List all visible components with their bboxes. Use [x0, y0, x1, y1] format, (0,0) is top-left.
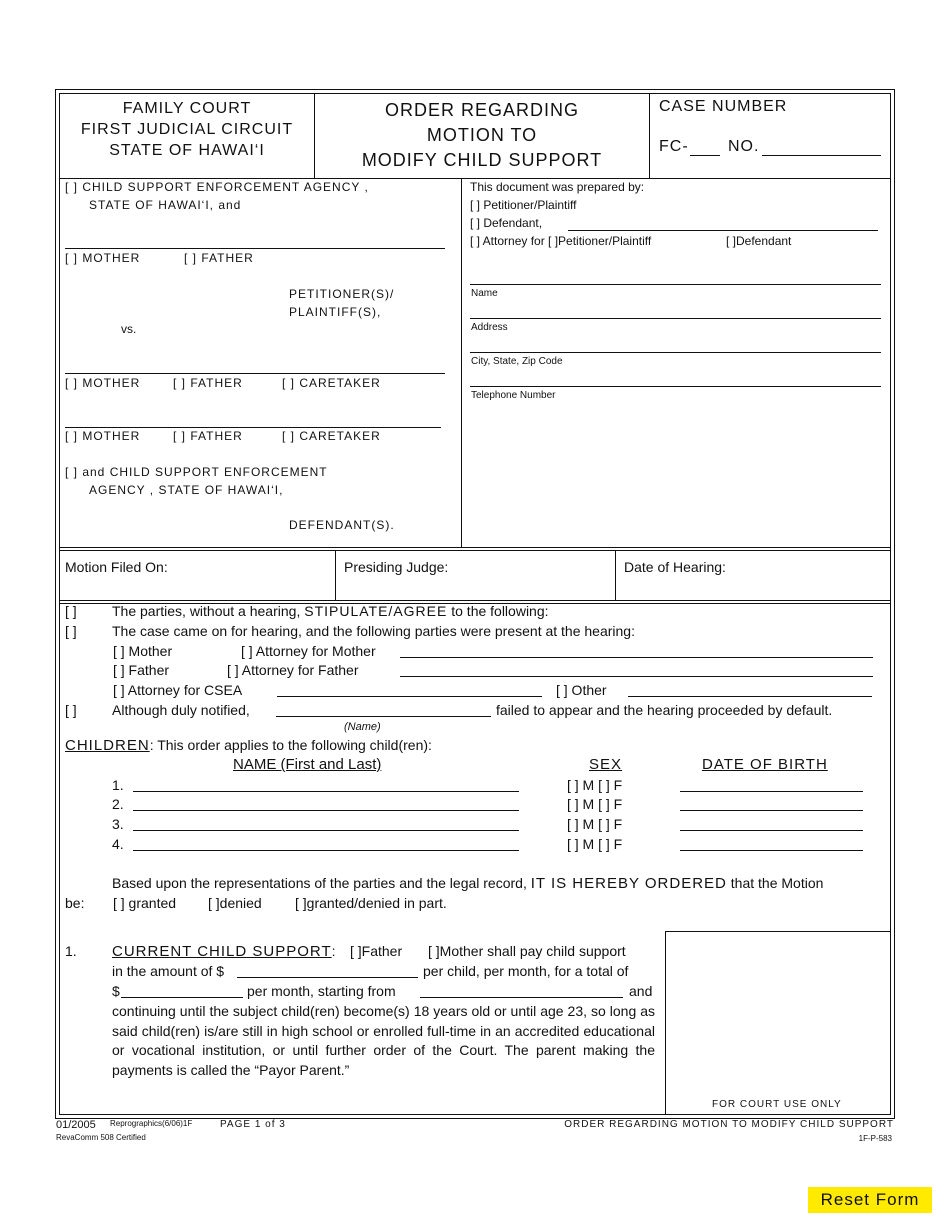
- other-checkbox[interactable]: [ ] Other: [556, 682, 607, 698]
- presiding-judge-label: Presiding Judge:: [344, 559, 449, 575]
- ordered-text: Based upon the representations of the parties and the legal record, IT IS HEREBY ORDERED that the Motion: [112, 875, 824, 892]
- other-field[interactable]: [628, 696, 872, 697]
- item-1-number: 1.: [65, 943, 77, 959]
- defendants-label: DEFENDANT(S).: [289, 518, 395, 532]
- child-name-field[interactable]: [133, 791, 519, 792]
- preparer-city-field[interactable]: [470, 352, 881, 353]
- attorney-mother-checkbox[interactable]: [ ] Attorney for Mother: [241, 643, 376, 659]
- prepared-by-title: This document was prepared by:: [470, 180, 645, 194]
- child-number: 2.: [112, 796, 124, 812]
- amount-post-text: per child, per month, for a total of: [423, 963, 629, 979]
- col-name-header: NAME (First and Last): [233, 756, 382, 773]
- petitioner-label-2: PLAINTIFF(S),: [289, 305, 382, 319]
- attorney-csea-checkbox[interactable]: [ ] Attorney for CSEA: [113, 682, 243, 698]
- footer-title: ORDER REGARDING MOTION TO MODIFY CHILD SUPPORT: [564, 1119, 894, 1130]
- child-dob-field[interactable]: [680, 850, 863, 851]
- petitioner-name-field[interactable]: [65, 248, 445, 249]
- child-sex-checkboxes[interactable]: [ ] M [ ] F: [567, 816, 623, 832]
- petitioner-father-checkbox[interactable]: [ ] FATHER: [184, 251, 254, 265]
- petitioner-label-1: PETITIONER(S)/: [289, 287, 395, 301]
- title-line-1: ORDER REGARDING: [384, 100, 579, 120]
- document-title: [315, 98, 649, 173]
- footer-reprographics: Reprographics(6/06)1F: [110, 1119, 193, 1128]
- col-dob-header: DATE OF BIRTH: [702, 756, 828, 773]
- csea-checkbox-line[interactable]: [ ] CHILD SUPPORT ENFORCEMENT AGENCY ,: [65, 180, 369, 194]
- child-number: 1.: [112, 777, 124, 793]
- attorney-csea-field[interactable]: [277, 696, 542, 697]
- stipulate-text: The parties, without a hearing, STIPULATE/AGREE to the following:: [112, 603, 549, 619]
- prepared-attorney-defendant-checkbox[interactable]: [ ]Defendant: [726, 234, 792, 248]
- fc-label: FC-: [659, 138, 689, 155]
- court-line-3: STATE OF HAWAI‘I: [109, 142, 265, 159]
- absent-party-name-field[interactable]: [276, 716, 491, 717]
- support-terms-paragraph: continuing until the subject child(ren) become(s) 18 years old or until age 23, so long as said child(ren) is/are still in high school or enrolled full-time in an accredited educational or vocational institution, or until further order of the Court. The parent making the payments is called the “Payor Parent.”: [112, 1003, 655, 1078]
- court-name: [60, 98, 314, 161]
- payor-mother-checkbox[interactable]: [ ]Mother shall pay child support: [428, 943, 626, 959]
- defendant-father-checkbox-2[interactable]: [ ] FATHER: [173, 429, 243, 443]
- default-text: failed to appear and the hearing proceeded by default.: [496, 702, 833, 718]
- footer-page: PAGE 1 of 3: [220, 1119, 286, 1130]
- and-text: and: [629, 983, 653, 999]
- reset-form-button[interactable]: Reset Form: [808, 1187, 932, 1213]
- date-of-hearing-label: Date of Hearing:: [624, 559, 726, 575]
- child-name-field[interactable]: [133, 830, 519, 831]
- title-line-3: MODIFY CHILD SUPPORT: [361, 150, 603, 170]
- default-checkbox[interactable]: [ ]: [65, 702, 77, 718]
- vs-label: vs.: [121, 322, 137, 336]
- attorney-father-field[interactable]: [400, 676, 873, 677]
- amount-per-child-field[interactable]: [237, 977, 418, 978]
- preparer-address-field[interactable]: [470, 318, 881, 319]
- city-state-zip-label: City, State, Zip Code: [471, 356, 563, 367]
- hearing-checkbox[interactable]: [ ]: [65, 623, 77, 639]
- petitioner-mother-checkbox[interactable]: [ ] MOTHER: [65, 251, 141, 265]
- father-present-checkbox[interactable]: [ ] Father: [113, 662, 170, 678]
- case-number-field[interactable]: [762, 155, 881, 156]
- children-heading: CHILDREN: This order applies to the following child(ren):: [65, 737, 432, 754]
- prepared-defendant-field[interactable]: [568, 230, 878, 231]
- child-dob-field[interactable]: [680, 830, 863, 831]
- motion-filed-label: Motion Filed On:: [65, 559, 168, 575]
- fc-field[interactable]: [690, 155, 720, 156]
- defendant-csea-checkbox[interactable]: [ ] and CHILD SUPPORT ENFORCEMENT: [65, 465, 328, 479]
- child-sex-checkboxes[interactable]: [ ] M [ ] F: [567, 836, 623, 852]
- child-name-field[interactable]: [133, 850, 519, 851]
- csea-state-line: STATE OF HAWAI‘I, and: [89, 198, 242, 212]
- title-line-2: MOTION TO: [426, 125, 538, 145]
- footer-revacomm: RevaComm 508 Certified: [56, 1133, 146, 1142]
- defendant-name-field-1[interactable]: [65, 373, 445, 374]
- name-caption: (Name): [344, 721, 381, 733]
- dollar-sign: $: [112, 983, 120, 999]
- court-use-only-label: FOR COURT USE ONLY: [712, 1099, 842, 1110]
- attorney-mother-field[interactable]: [400, 657, 873, 658]
- child-sex-checkboxes[interactable]: [ ] M [ ] F: [567, 796, 623, 812]
- prepared-attorney-checkbox[interactable]: [ ] Attorney for [ ]Petitioner/Plaintiff: [470, 234, 652, 248]
- defendant-name-field-2[interactable]: [65, 427, 441, 428]
- per-month-text: per month, starting from: [247, 983, 396, 999]
- case-number-label: CASE NUMBER: [659, 98, 788, 115]
- payor-father-checkbox[interactable]: [ ]Father: [350, 943, 403, 959]
- prepared-petitioner-checkbox[interactable]: [ ] Petitioner/Plaintiff: [470, 198, 577, 212]
- child-dob-field[interactable]: [680, 791, 863, 792]
- be-label: be:: [65, 895, 85, 911]
- start-date-field[interactable]: [420, 997, 623, 998]
- court-line-1: FAMILY COURT: [122, 100, 252, 117]
- child-number: 3.: [112, 816, 124, 832]
- amount-text: in the amount of $: [112, 963, 225, 979]
- telephone-label: Telephone Number: [471, 390, 556, 401]
- defendant-mother-checkbox-2[interactable]: [ ] MOTHER: [65, 429, 141, 443]
- defendant-father-checkbox-1[interactable]: [ ] FATHER: [173, 376, 243, 390]
- granted-checkbox[interactable]: [ ] granted: [113, 895, 177, 911]
- preparer-name-field[interactable]: [470, 284, 881, 285]
- current-support-line: CURRENT CHILD SUPPORT:: [112, 943, 336, 960]
- mother-present-checkbox[interactable]: [ ] Mother: [113, 643, 173, 659]
- stipulate-checkbox[interactable]: [ ]: [65, 603, 77, 619]
- hearing-text: The case came on for hearing, and the following parties were present at the hearing:: [112, 623, 635, 639]
- total-amount-field[interactable]: [121, 997, 243, 998]
- footer-date: 01/2005: [56, 1119, 96, 1131]
- notified-text: Although duly notified,: [112, 702, 250, 718]
- child-number: 4.: [112, 836, 124, 852]
- granted-denied-checkbox[interactable]: [ ]granted/denied in part.: [295, 895, 447, 911]
- preparer-phone-field[interactable]: [470, 386, 881, 387]
- court-line-2: FIRST JUDICIAL CIRCUIT: [80, 121, 294, 138]
- attorney-father-checkbox[interactable]: [ ] Attorney for Father: [227, 662, 359, 678]
- defendant-mother-checkbox-1[interactable]: [ ] MOTHER: [65, 376, 141, 390]
- col-sex-header: SEX: [589, 756, 623, 773]
- child-dob-field[interactable]: [680, 810, 863, 811]
- child-sex-checkboxes[interactable]: [ ] M [ ] F: [567, 777, 623, 793]
- child-name-field[interactable]: [133, 810, 519, 811]
- denied-checkbox[interactable]: [ ]denied: [208, 895, 262, 911]
- name-label: Name: [471, 288, 498, 299]
- address-label: Address: [471, 322, 508, 333]
- footer-form-number: 1F-P-583: [858, 1134, 892, 1143]
- defendant-caretaker-checkbox-1[interactable]: [ ] CARETAKER: [282, 376, 381, 390]
- prepared-defendant-checkbox[interactable]: [ ] Defendant,: [470, 216, 543, 230]
- defendant-caretaker-checkbox-2[interactable]: [ ] CARETAKER: [282, 429, 381, 443]
- defendant-csea-line: AGENCY , STATE OF HAWAI‘I,: [89, 483, 284, 497]
- no-label: NO.: [728, 138, 760, 155]
